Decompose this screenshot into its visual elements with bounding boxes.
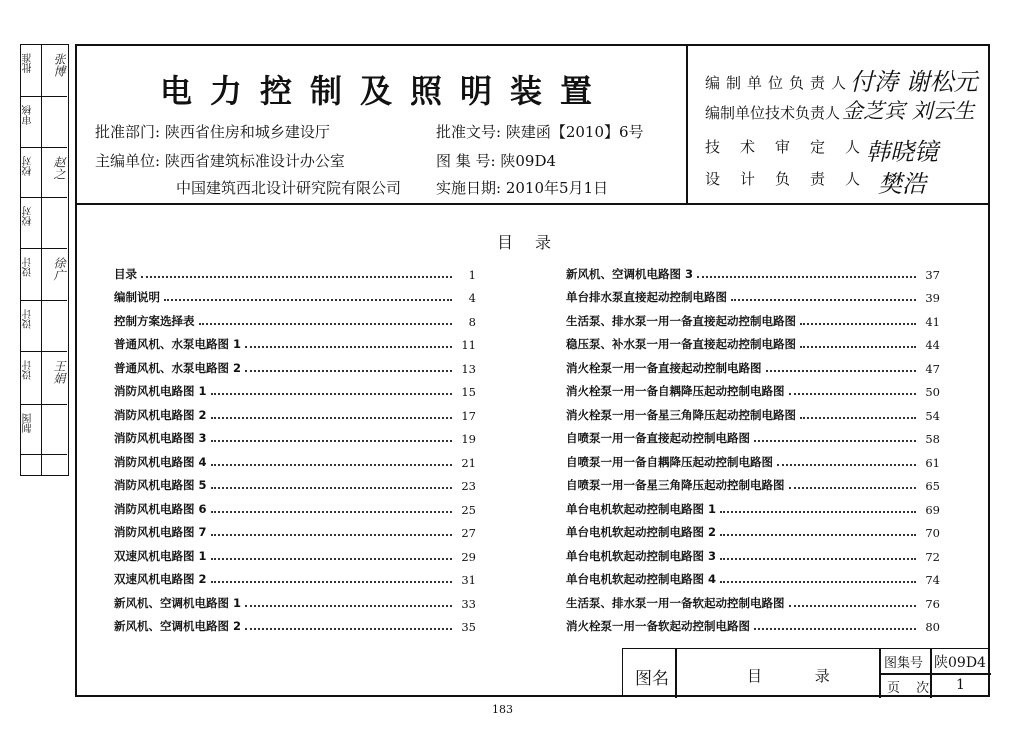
responsible-role-1: 编制单位负责人 [705,74,853,92]
toc-leader-dots [141,275,452,278]
toc-entry[interactable] [566,329,940,353]
toc-entry[interactable] [566,376,940,400]
toc-leader-dots [211,439,452,442]
margin-cell [21,352,67,405]
toc-left-column [114,258,476,634]
toc-entry-title: 自喷泵一用一备自耦降压起动控制电路图 [566,454,773,469]
toc-entry-page: 11 [461,338,476,352]
toc-entry-page: 21 [461,455,476,470]
title-block-page: 1 [956,677,965,693]
toc-entry[interactable] [114,399,476,423]
toc-entry-page: 27 [461,526,476,540]
atlas-no: 陕09D4 [500,152,557,170]
margin-cell-signature: 赵之 [52,156,66,180]
header-vertical-divider [686,44,688,204]
toc-entry-page: 80 [925,620,940,634]
toc-entry-title: 控制方案选择表 [114,313,195,328]
margin-cell-label: 制图 [23,413,34,433]
margin-cell [21,249,67,301]
toc-entry[interactable] [114,564,476,588]
toc-entry-title: 双速风机电路图 2 [114,572,207,586]
title-block [622,648,990,697]
toc-entry-title: 编制说明 [114,290,160,304]
toc-entry-title: 单台电机软起动控制电路图 4 [566,572,717,586]
toc-leader-dots [211,557,452,560]
toc-leader-dots [211,463,452,466]
signature-1: 付涛 谢松元 [850,68,978,96]
toc-entry-title: 新风机、空调机电路图 1 [114,595,242,610]
toc-entry[interactable] [114,329,476,353]
sheet-number: 183 [492,703,513,716]
toc-leader-dots [720,510,916,513]
toc-entry[interactable] [114,305,476,329]
toc-leader-dots [720,557,916,560]
toc-entry[interactable] [114,258,476,282]
margin-sign-strip [20,44,69,476]
toc-entry[interactable] [566,423,940,447]
toc-entry[interactable] [114,376,476,400]
toc-entry[interactable] [114,282,476,306]
title-block-name-label: 图名 [635,669,669,689]
header-divider [75,203,990,205]
toc-entry[interactable] [114,517,476,541]
toc-entry-page: 15 [461,385,476,399]
margin-cell [21,97,67,148]
toc-entry-page: 47 [925,361,940,376]
toc-entry-page: 74 [925,573,940,587]
toc-entry-page: 44 [925,338,940,352]
atlas-no-label: 图 集 号: [436,152,496,170]
title-block-atlas: 陕09D4 [934,655,986,671]
margin-cell-signature: 王娟 [52,360,66,384]
toc-entry-title: 双速风机电路图 1 [114,548,207,563]
toc-leader-dots [245,604,452,607]
toc-entry-page: 33 [461,596,476,611]
toc-entry-page: 31 [461,573,476,587]
margin-cell-label: 设计 [23,309,34,329]
toc-entry-title: 消防风机电路图 3 [114,431,207,445]
doc-no: 陕建函【2010】6号 [505,123,644,141]
toc-entry-page: 17 [461,408,476,423]
toc-entry-page: 72 [925,549,940,564]
toc-entry-title: 新风机、空调机电路图 3 [566,266,694,281]
toc-entry[interactable] [566,305,940,329]
margin-cell [21,301,67,352]
margin-cell [21,45,67,97]
toc-leader-dots [211,533,452,536]
margin-cell [21,198,67,249]
toc-entry-title: 稳压泵、补水泵一用一备直接起动控制电路图 [566,337,796,351]
toc-entry-title: 消防风机电路图 2 [114,407,207,422]
toc-entry-page: 54 [925,408,940,423]
toc-leader-dots [245,345,452,348]
toc-leader-dots [211,580,452,583]
toc-leader-dots [211,510,452,513]
toc-entry-title: 消防风机电路图 1 [114,384,207,398]
toc-entry[interactable] [114,540,476,564]
toc-entry-title: 生活泵、排水泵一用一备直接起动控制电路图 [566,313,796,328]
toc-entry-title: 消防风机电路图 7 [114,525,207,539]
margin-cell [21,148,67,198]
toc-entry-title: 普通风机、水泵电路图 1 [114,337,242,351]
toc-entry[interactable] [114,470,476,494]
signature-3: 韩晓镜 [866,138,938,166]
toc-entry-title: 消火栓泵一用一备自耦降压起动控制电路图 [566,384,785,398]
toc-leader-dots [754,627,916,630]
toc-leader-dots [800,416,916,419]
toc-entry[interactable] [114,352,476,376]
toc-leader-dots [245,627,452,630]
toc-leader-dots [164,298,452,301]
approval-dept: 陕西省住房和城乡建设厅 [164,123,330,141]
toc-entry[interactable] [566,493,940,517]
page-title: 电力控制及照明装置 [160,72,611,110]
toc-entry-page: 1 [468,267,476,282]
toc-right-column [566,258,940,634]
editor-unit-2: 中国建筑西北设计研究院有限公司 [176,179,402,197]
toc-entry-page: 19 [461,432,476,446]
toc-leader-dots [211,416,452,419]
toc-leader-dots [720,580,916,583]
toc-entry-title: 消防风机电路图 4 [114,454,207,469]
toc-entry-page: 69 [925,502,940,517]
toc-leader-dots [697,275,916,278]
toc-entry[interactable] [566,258,940,282]
toc-entry[interactable] [114,446,476,470]
toc-entry[interactable] [566,517,940,541]
toc-entry-page: 50 [925,385,940,399]
toc-leader-dots [800,345,916,348]
toc-leader-dots [789,392,917,395]
toc-entry-title: 单台电机软起动控制电路图 1 [566,501,717,516]
toc-entry-title: 单台电机软起动控制电路图 3 [566,548,717,563]
toc-entry[interactable] [566,352,940,376]
toc-entry-page: 29 [461,549,476,564]
toc-leader-dots [789,604,917,607]
toc-entry-page: 76 [925,596,940,611]
toc-leader-dots [720,533,916,536]
margin-cell-label: 设计 [23,360,34,380]
toc-entry-title: 普通风机、水泵电路图 2 [114,360,242,375]
title-block-page-label: 页 次 [887,681,936,696]
toc-entry[interactable] [566,282,940,306]
toc-leader-dots [245,369,452,372]
responsible-role-2: 编制单位技术负责人 [705,104,841,122]
margin-cell-label: 设计 [23,257,34,277]
toc-leader-dots [754,439,916,442]
responsible-role-3: 技术审定人 [705,138,881,156]
toc-entry-page: 37 [925,267,940,282]
toc-entry[interactable] [114,611,476,635]
margin-cell-signature: 张博 [52,53,66,77]
toc-leader-dots [766,369,917,372]
margin-cell-label: 批准 [23,53,34,73]
toc-entry[interactable] [566,564,940,588]
toc-entry-title: 消火栓泵一用一备软起动控制电路图 [566,619,750,633]
toc-leader-dots [789,486,917,489]
editor-label: 主编单位: [95,152,161,170]
margin-cell [21,405,67,455]
toc-entry-page: 58 [925,432,940,446]
margin-cell-signature: 徐广 [52,257,66,281]
toc-entry-page: 61 [925,455,940,470]
toc-entry-title: 消防风机电路图 6 [114,501,207,516]
toc-leader-dots [211,486,452,489]
doc-no-label: 批准文号: [436,123,502,141]
toc-entry[interactable] [566,540,940,564]
toc-entry-page: 23 [461,479,476,493]
toc-entry-title: 消防风机电路图 5 [114,478,207,492]
toc-entry-page: 13 [461,361,476,376]
toc-entry-page: 25 [461,502,476,517]
date-label: 实施日期: [436,179,502,197]
margin-cell-label: 校对 [23,206,34,226]
title-block-atlas-label: 图集号 [884,656,924,671]
toc-leader-dots [211,392,452,395]
toc-entry[interactable] [566,470,940,494]
toc-entry[interactable] [566,587,940,611]
toc-leader-dots [731,298,916,301]
toc-entry-title: 消火栓泵一用一备星三角降压起动控制电路图 [566,407,796,422]
toc-entry[interactable] [114,423,476,447]
toc-entry[interactable] [566,399,940,423]
toc-entry-page: 35 [461,620,476,634]
toc-entry-title: 新风机、空调机电路图 2 [114,619,242,633]
margin-cell-label: 校对 [23,156,34,176]
toc-entry[interactable] [566,611,940,635]
toc-entry-page: 4 [468,291,476,305]
toc-entry[interactable] [566,446,940,470]
responsible-role-4: 设计负责人 [705,170,881,188]
toc-leader-dots [777,463,916,466]
toc-entry-title: 消火栓泵一用一备直接起动控制电路图 [566,360,762,375]
toc-entry-title: 自喷泵一用一备直接起动控制电路图 [566,431,750,445]
toc-entry-page: 65 [925,479,940,493]
toc-entry-title: 单台排水泵直接起动控制电路图 [566,290,727,304]
toc-entry-page: 8 [468,314,476,329]
signature-4: 樊浩 [878,170,926,198]
margin-cell-label: 审核 [23,105,34,125]
toc-entry[interactable] [114,493,476,517]
approval-dept-label: 批准部门: [95,123,161,141]
toc-entry-page: 70 [925,526,940,540]
editor-unit-1: 陕西省建筑标准设计办公室 [164,152,345,170]
toc-leader-dots [800,322,916,325]
toc-entry-page: 41 [925,314,940,329]
toc-entry-title: 自喷泵一用一备星三角降压起动控制电路图 [566,478,785,492]
toc-leader-dots [199,322,453,325]
toc-entry-page: 39 [925,291,940,305]
toc-entry-title: 生活泵、排水泵一用一备软起动控制电路图 [566,595,785,610]
toc-entry[interactable] [114,587,476,611]
signature-2: 金芝宾 刘云生 [842,99,975,123]
implementation-date: 2010年5月1日 [505,179,609,197]
toc-entry-title: 单台电机软起动控制电路图 2 [566,525,717,539]
toc-entry-title: 目录 [114,266,137,281]
toc-heading: 目录 [497,233,574,252]
title-block-name: 目 录 [747,667,854,685]
